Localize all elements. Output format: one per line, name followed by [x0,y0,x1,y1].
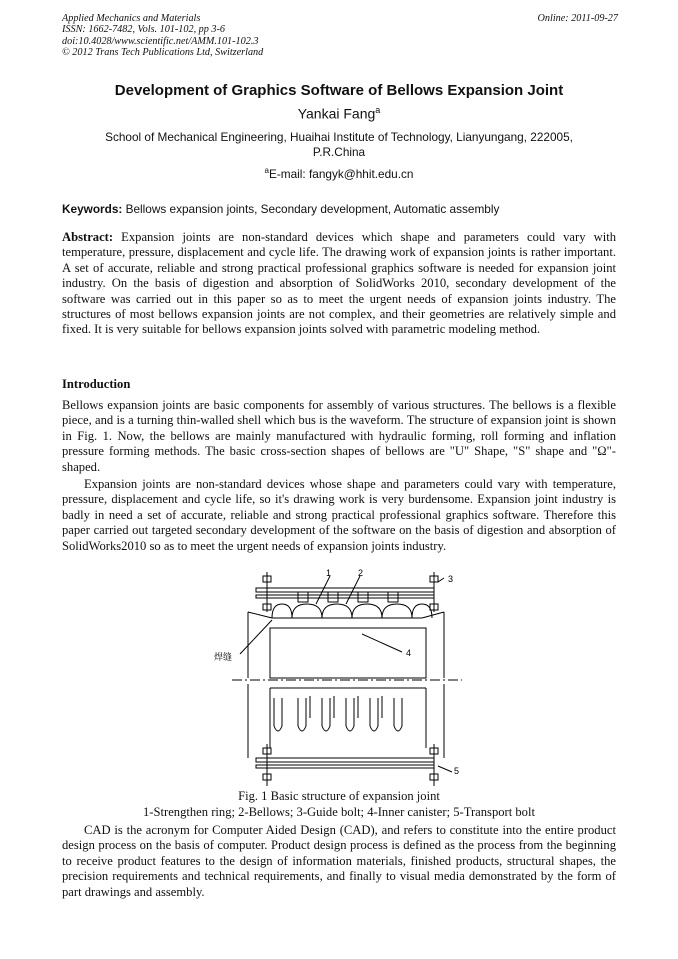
abstract-label: Abstract: [62,230,114,244]
journal-name: Applied Mechanics and Materials [62,13,201,24]
issn-line: ISSN: 1662-7482, Vols. 101-102, pp 3-6 [62,24,225,36]
paper-title: Development of Graphics Software of Bellows Expansion Joint [114,82,564,99]
affiliation: School of Mechanical Engineering, Huaihai Institute of Technology, Lianyungang, 222005, P.R.China [105,130,573,159]
author-mark: a [375,105,381,115]
doi-line: doi:10.4028/www.scientific.net/AMM.101-102.3 [62,35,259,47]
figure-caption: Fig. 1 Basic structure of expansion joint [238,789,440,803]
figure-label-4: 4 [406,648,412,658]
online-date: Online: 2011-09-27 [537,13,618,24]
keywords-text: Bellows expansion joints, Secondary development, Automatic assembly [125,202,500,216]
intro-paragraph-1: Bellows expansion joints are basic components for assembly of various structures. The bellows is a flexible piece, and is a turning thin-walled shell which bus is the waveform. The structure of expansion joint is shown in Fig. 1. Now, the bellows are mainly manufactured with hydraulic forming, roll forming and inflation pressure forming methods. The basic cross-section shapes of bellows are "U" Shape, "S" shape and "Ω"-shaped. [62,398,616,474]
copyright-line: © 2012 Trans Tech Publications Ltd, Switzerland [62,47,264,59]
figure-label-2: 2 [358,568,364,578]
email-text: E-mail: fangyk@hhit.edu.cn [269,166,414,181]
email-mark: a [264,166,269,175]
section-heading-introduction: Introduction [62,377,131,391]
expansion-joint-figure [212,568,472,788]
figure-label-3: 3 [448,574,454,584]
figure-label-1: 1 [326,568,332,578]
figure-label-5: 5 [454,766,460,776]
intro-paragraph-2: Expansion joints are non-standard devices whose shape and parameters could vary with temperature, pressure, displacement and cycle life, so it's drawing work is very burdensome. Expansion joint industry is badly in need a set of accurate, reliable and strong practical professional graphics software. Therefore this paper carried out targeted secondary development of the software on the basis of digestion and absorption of SolidWorks2010 so as to meet the urgent needs of expansion joints industry. [62,477,616,553]
author-name: Yankai Fang [297,105,376,122]
abstract [62,230,616,338]
figure-label-weld: 焊缝 [214,652,233,662]
intro-paragraph-3: CAD is the acronym for Computer Aided Design (CAD), and refers to constitute into the entire product design process on the basis of computer. Product design process is defined as the process from the beginning to receive product features to the design of information materials, finished products, structural shapes, the precision requirements and technical requirements, and finally to visual media demonstrated by the form of part drawings and assembly. [62,823,616,899]
journal-header [62,13,618,59]
keywords-label: Keywords: [62,202,123,216]
email-line [40,166,638,181]
author [40,105,638,122]
figure-legend: 1-Strengthen ring; 2-Bellows; 3-Guide bolt; 4-Inner canister; 5-Transport bolt [143,805,535,819]
abstract-text: Expansion joints are non-standard devices which shape and parameters could vary with temperature, pressure, displacement and cycle life. The drawing work of expansion joints is rather important. A set of accurate, reliable and strong practical professional graphics software is needed for expansion joint industry. On the basis of digestion and absorption of SolidWorks 2010, secondary development of the software was carried out in this paper so as to meet the urgent needs of expansion joints industry. The structures of most bellows expansion joints are not complex, and their geometries are relatively simple and fixed. It is very suitable for bellows expansion joints solved with parametric modeling method. [62,230,616,337]
keywords [62,202,618,216]
